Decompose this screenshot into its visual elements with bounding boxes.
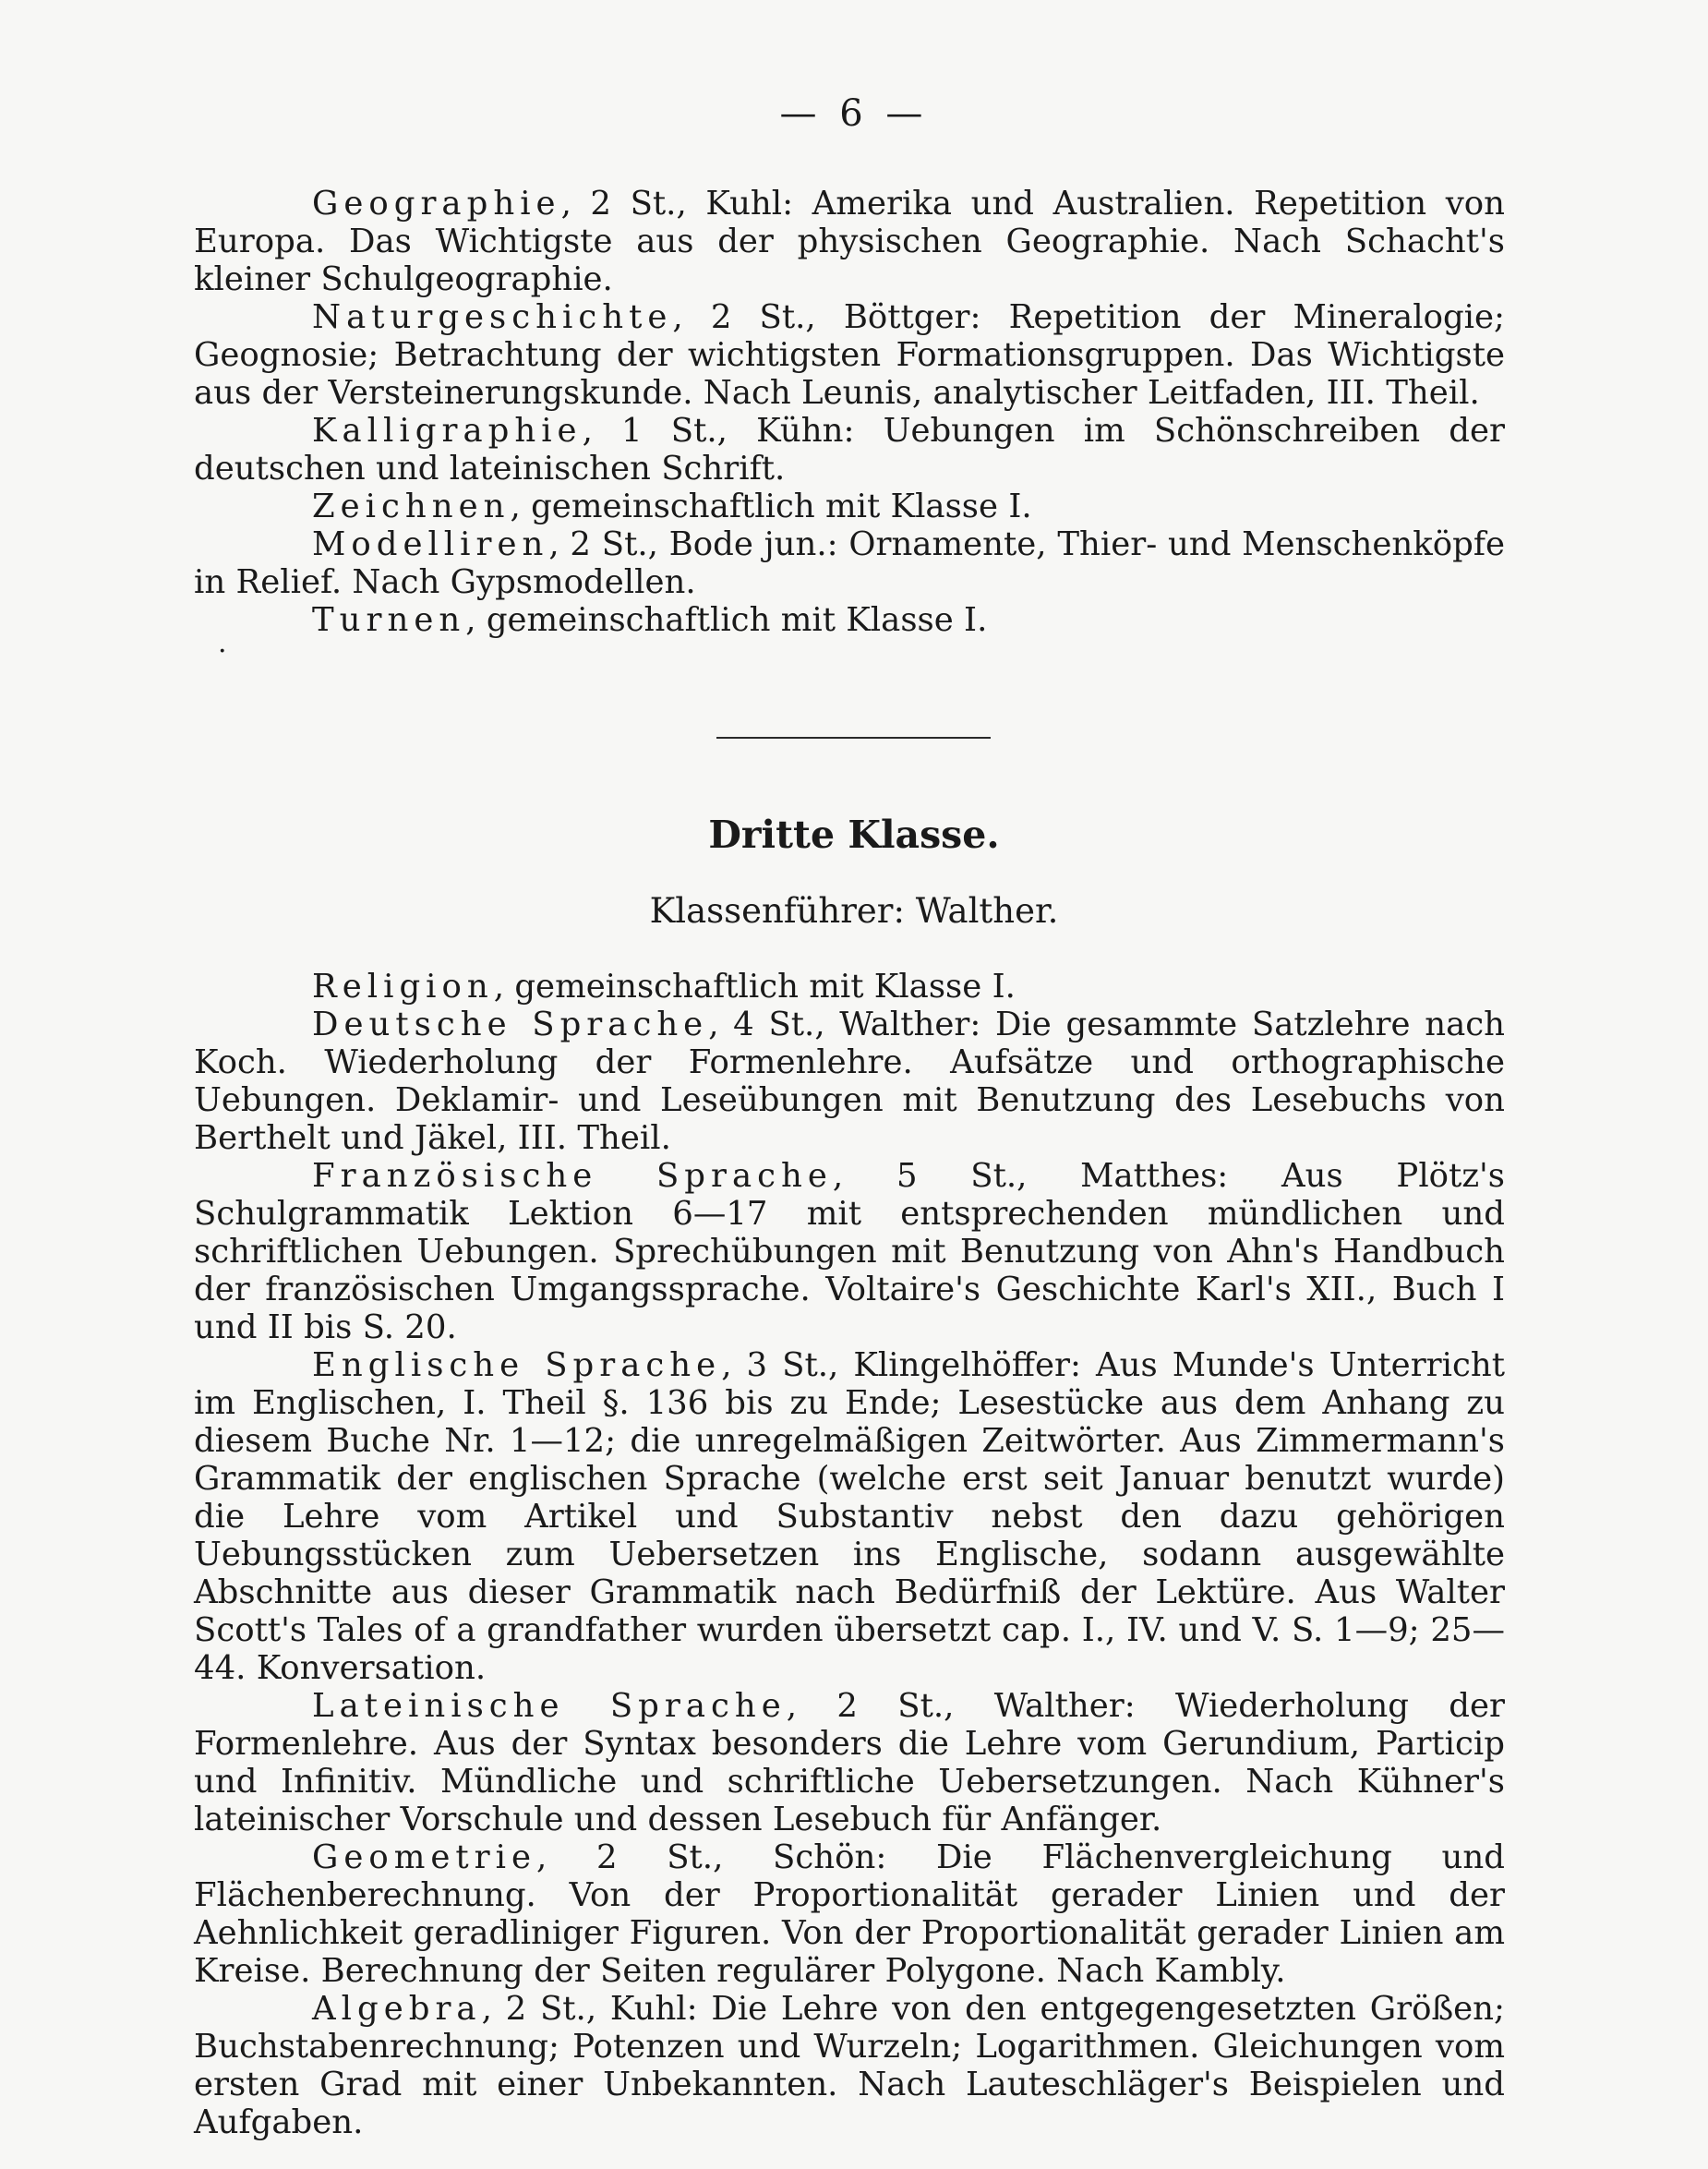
subject-details: , 5 St., Matthes: Aus Plötz's Schulgrammatik Lektion 6—17 mit entsprechenden mündlichen und schriftlichen Uebungen. Sprechübungen mit Benutzung von Ahn's Handbuch der französischen Umgangssprache. Voltaire's Geschichte Karl's XII., Buch I und II bis S. 20. <box>194 1157 1505 1346</box>
subject-entry-religion <box>194 968 1505 1006</box>
subject-name: Zeichnen <box>312 488 511 525</box>
subject-details: , 2 St., Schön: Die Flächenvergleichung und Flächenberechnung. Von der Proportionalität gerader Linien und der Aehnlichkeit geradliniger Figuren. Von der Proportionalität gerader Linien am Kreise. Berechnung der Seiten regulärer Polygone. Nach Kambly. <box>194 1838 1505 1990</box>
subject-details: , gemeinschaftlich mit Klasse I. <box>465 601 988 639</box>
subject-name: Kalligraphie <box>312 412 583 450</box>
subject-entry-englische-sprache <box>194 1346 1505 1687</box>
subject-name: Geographie <box>312 185 561 223</box>
subject-name: Geometrie <box>312 1838 537 1876</box>
subject-entry-geographie <box>194 185 1505 298</box>
section-second-class-continued <box>194 185 1505 639</box>
subject-name: Algebra <box>312 1990 482 2028</box>
subject-name: Naturgeschichte <box>312 298 673 336</box>
subject-entry-deutsche-sprache <box>194 1006 1505 1157</box>
subject-details: , 2 St., Walther: Wiederholung der Formenlehre. Aus der Syntax besonders die Lehre vom Gerundium, Particip und Infinitiv. Mündliche und schriftliche Uebersetzungen. Nach Kühner's lateinischer Vorschule und dessen Lesebuch für Anfänger. <box>194 1687 1505 1838</box>
class-leader: Klassenführer: Walther. <box>649 891 1059 931</box>
subject-details: , 2 St., Kuhl: Die Lehre von den entgegengesetzten Größen; Buchstabenrechnung; Potenzen und Wurzeln; Logarithmen. Gleichungen vom ersten Grad mit einer Unbekannten. Nach Lauteschläger's Beispielen und Aufgaben. <box>194 1990 1505 2141</box>
subject-details: , 2 St., Kuhl: Amerika und Australien. Repetition von Europa. Das Wichtigste aus der physischen Geographie. Nach Schacht's kleiner Schulgeographie. <box>194 185 1505 298</box>
stray-mark: · <box>218 635 227 668</box>
subject-name: Französische Sprache <box>312 1157 833 1195</box>
subject-entry-geometrie <box>194 1838 1505 1990</box>
subject-name: Turnen <box>312 601 466 639</box>
subject-entry-kalligraphie <box>194 412 1505 488</box>
section-third-class <box>194 968 1505 2141</box>
subject-details: , 3 St., Klingelhöffer: Aus Munde's Unterricht im Englischen, I. Theil §. 136 bis zu Ende; Lesestücke aus dem Anhang zu diesem Buche Nr. 1—12; die unregelmäßigen Zeitwörter. Aus Zimmermann's Grammatik der englischen Sprache (welche erst seit Januar benutzt wurde) die Lehre vom Artikel und Substantiv nebst den dazu gehörigen Uebungsstücken zum Uebersetzen ins Englische, sodann ausgewählte Abschnitte aus dieser Grammatik nach Bedürfniß der Lektüre. Aus Walter Scott's Tales of a grandfather wurden übersetzt cap. I., IV. und V. S. 1—9; 25—44. Konversation. <box>194 1346 1505 1687</box>
subject-entry-naturgeschichte <box>194 298 1505 412</box>
class-title: Dritte Klasse. <box>708 813 1000 857</box>
subject-name: Lateinische Sprache <box>312 1687 787 1725</box>
subject-entry-lateinische-sprache <box>194 1687 1505 1838</box>
subject-entry-modelliren <box>194 525 1505 601</box>
subject-name: Deutsche Sprache <box>312 1006 709 1043</box>
subject-details: , 4 St., Walther: Die gesammte Satzlehre nach Koch. Wiederholung der Formenlehre. Aufsätze und orthographische Uebungen. Deklamir- und Leseübungen mit Benutzung des Lesebuchs von Berthelt und Jäkel, III. Theil. <box>194 1006 1505 1157</box>
subject-details: , gemeinschaftlich mit Klasse I. <box>493 968 1016 1006</box>
subject-details: , 2 St., Bode jun.: Ornamente, Thier- und Menschenköpfe in Relief. Nach Gypsmodellen. <box>194 525 1505 601</box>
subject-entry-zeichnen <box>194 488 1505 525</box>
subject-details: , 1 St., Kühn: Uebungen im Schönschreiben der deutschen und lateinischen Schrift. <box>194 412 1505 488</box>
subject-details: , 2 St., Böttger: Repetition der Mineralogie; Geognosie; Betrachtung der wichtigsten Formationsgruppen. Das Wichtigste aus der Versteinerungskunde. Nach Leunis, analytischer Leitfaden, III. Theil. <box>194 298 1505 412</box>
subject-name: Religion <box>312 968 494 1006</box>
subject-entry-algebra <box>194 1990 1505 2141</box>
subject-name: Modelliren <box>312 525 549 563</box>
section-divider <box>716 737 991 739</box>
subject-details: , gemeinschaftlich mit Klasse I. <box>510 488 1032 525</box>
page-number: — 6 — <box>779 92 929 135</box>
subject-entry-turnen <box>194 601 1505 639</box>
subject-entry-franzoesische-sprache <box>194 1157 1505 1346</box>
subject-name: Englische Sprache <box>312 1346 722 1384</box>
